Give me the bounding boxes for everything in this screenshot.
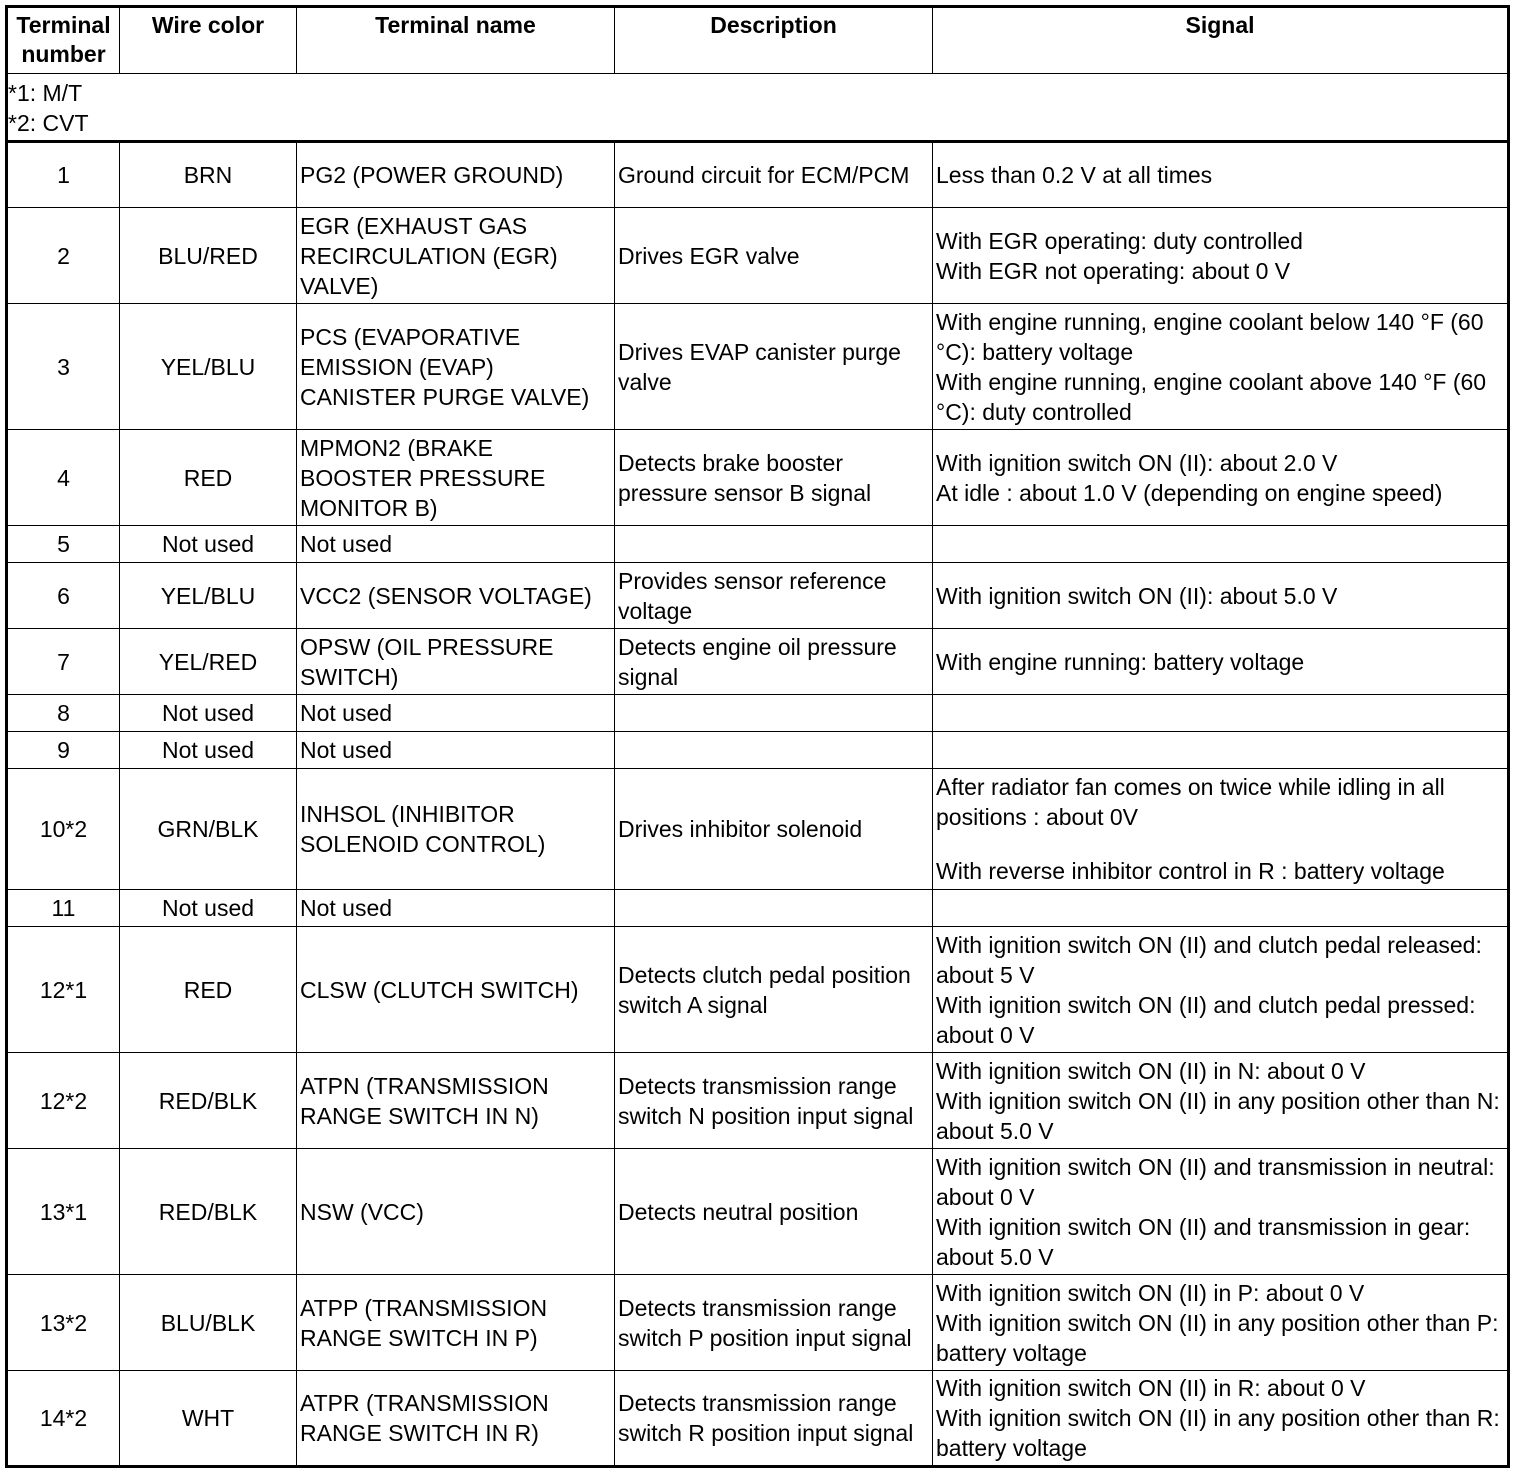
- signal-cell: [933, 142, 1509, 208]
- signal-cell: [933, 304, 1509, 430]
- terminal-name-cell: Not used: [297, 526, 615, 563]
- signal-cell: [933, 1275, 1509, 1371]
- wire-color-cell: YEL/BLU: [120, 563, 297, 629]
- header-terminal-name: Terminal name: [297, 7, 615, 74]
- wire-color-cell: Not used: [120, 732, 297, 769]
- signal-line: With engine running, engine coolant above 140 °F (60 °C): duty controlled: [936, 368, 1487, 425]
- table-row: [7, 927, 1509, 1053]
- terminal-name-cell: ATPR (TRANSMISSION RANGE SWITCH IN R): [297, 1371, 615, 1467]
- description-cell: Drives EGR valve: [615, 208, 933, 304]
- note-cvt: *2: CVT: [8, 110, 89, 136]
- description-cell: [615, 526, 933, 563]
- terminal-number-cell: 13*1: [7, 1149, 120, 1275]
- description-cell: Drives EVAP canister purge valve: [615, 304, 933, 430]
- description-cell: Provides sensor reference voltage: [615, 563, 933, 629]
- signal-cell: [933, 695, 1509, 732]
- table-row: [7, 695, 1509, 732]
- wire-color-cell: GRN/BLK: [120, 769, 297, 890]
- terminal-name-cell: ATPN (TRANSMISSION RANGE SWITCH IN N): [297, 1053, 615, 1149]
- wire-color-cell: RED: [120, 430, 297, 526]
- table-row: [7, 526, 1509, 563]
- terminal-number-cell: 14*2: [7, 1371, 120, 1467]
- table-row: [7, 304, 1509, 430]
- table-row: [7, 732, 1509, 769]
- signal-line: With ignition switch ON (II) in N: about 0 V: [936, 1057, 1366, 1084]
- terminal-name-cell: MPMON2 (BRAKE BOOSTER PRESSURE MONITOR B): [297, 430, 615, 526]
- wire-color-cell: BLU/RED: [120, 208, 297, 304]
- signal-line: With ignition switch ON (II) and transmission in neutral: about 0 V: [936, 1153, 1495, 1210]
- wire-color-cell: BLU/BLK: [120, 1275, 297, 1371]
- signal-line: With reverse inhibitor control in R : battery voltage: [936, 858, 1445, 884]
- terminal-number-cell: 11: [7, 890, 120, 927]
- wire-color-cell: Not used: [120, 695, 297, 732]
- description-cell: Drives inhibitor solenoid: [615, 769, 933, 890]
- signal-line: With ignition switch ON (II) and clutch pedal pressed: about 0 V: [936, 991, 1476, 1048]
- terminal-number-cell: 7: [7, 629, 120, 695]
- table-row: [7, 890, 1509, 927]
- signal-line: Less than 0.2 V at all times: [936, 162, 1213, 188]
- terminal-number-cell: 13*2: [7, 1275, 120, 1371]
- signal-cell: [933, 430, 1509, 526]
- terminal-name-cell: Not used: [297, 695, 615, 732]
- table-row: [7, 629, 1509, 695]
- terminal-name-cell: OPSW (OIL PRESSURE SWITCH): [297, 629, 615, 695]
- terminal-name-cell: PCS (EVAPORATIVE EMISSION (EVAP) CANISTER PURGE VALVE): [297, 304, 615, 430]
- wire-color-cell: YEL/BLU: [120, 304, 297, 430]
- signal-cell: [933, 927, 1509, 1053]
- description-cell: Detects clutch pedal position switch A signal: [615, 927, 933, 1053]
- table-row: [7, 1371, 1509, 1467]
- table-row: [7, 1275, 1509, 1371]
- terminal-number-cell: 8: [7, 695, 120, 732]
- table-row: [7, 1053, 1509, 1149]
- description-cell: Detects brake booster pressure sensor B signal: [615, 430, 933, 526]
- terminal-number-cell: 5: [7, 526, 120, 563]
- table-row: [7, 563, 1509, 629]
- signal-cell: [933, 732, 1509, 769]
- wire-color-cell: RED/BLK: [120, 1149, 297, 1275]
- terminal-number-cell: 12*2: [7, 1053, 120, 1149]
- wire-color-cell: Not used: [120, 890, 297, 927]
- description-cell: Detects transmission range switch N position input signal: [615, 1053, 933, 1149]
- terminal-name-cell: ATPP (TRANSMISSION RANGE SWITCH IN P): [297, 1275, 615, 1371]
- signal-line: With ignition switch ON (II) in R: about 0 V: [936, 1375, 1366, 1401]
- note-mt: *1: M/T: [8, 80, 83, 106]
- header-terminal-number: Terminal number: [7, 7, 120, 74]
- terminal-name-cell: INHSOL (INHIBITOR SOLENOID CONTROL): [297, 769, 615, 890]
- signal-line: With EGR operating: duty controlled: [936, 227, 1303, 254]
- signal-line: At idle : about 1.0 V (depending on engine speed): [936, 479, 1443, 506]
- signal-line: With ignition switch ON (II) in any position other than N: about 5.0 V: [936, 1087, 1500, 1144]
- signal-cell: [933, 563, 1509, 629]
- signal-cell: [933, 1053, 1509, 1149]
- table-row: [7, 1149, 1509, 1275]
- header-signal: Signal: [933, 7, 1509, 74]
- description-cell: Detects engine oil pressure signal: [615, 629, 933, 695]
- description-cell: [615, 695, 933, 732]
- signal-cell: [933, 890, 1509, 927]
- signal-line: With ignition switch ON (II): about 5.0 V: [936, 582, 1338, 609]
- description-cell: Ground circuit for ECM/PCM: [615, 142, 933, 208]
- description-cell: Detects neutral position: [615, 1149, 933, 1275]
- terminal-number-cell: 9: [7, 732, 120, 769]
- notes-cell: [7, 74, 1509, 142]
- signal-cell: [933, 1149, 1509, 1275]
- wire-color-cell: BRN: [120, 142, 297, 208]
- description-cell: Detects transmission range switch P position input signal: [615, 1275, 933, 1371]
- signal-line: With engine running, engine coolant below 140 °F (60 °C): battery voltage: [936, 308, 1484, 365]
- signal-line: After radiator fan comes on twice while idling in all positions : about 0V: [936, 774, 1445, 830]
- header-wire-color: Wire color: [120, 7, 297, 74]
- table-body: [7, 74, 1509, 1467]
- signal-cell: [933, 1371, 1509, 1467]
- wire-color-cell: Not used: [120, 526, 297, 563]
- terminal-number-cell: 6: [7, 563, 120, 629]
- terminal-name-cell: NSW (VCC): [297, 1149, 615, 1275]
- signal-line: With EGR not operating: about 0 V: [936, 257, 1291, 284]
- terminal-number-cell: 2: [7, 208, 120, 304]
- signal-line: With ignition switch ON (II) and clutch pedal released: about 5 V: [936, 931, 1482, 988]
- terminal-number-cell: 12*1: [7, 927, 120, 1053]
- terminal-number-cell: 4: [7, 430, 120, 526]
- notes-row: [7, 74, 1509, 142]
- signal-spacer: [936, 832, 1504, 856]
- terminal-name-cell: Not used: [297, 732, 615, 769]
- table-row: [7, 208, 1509, 304]
- terminal-number-cell: 1: [7, 142, 120, 208]
- signal-cell: [933, 769, 1509, 890]
- signal-line: With ignition switch ON (II) in any position other than R: battery voltage: [936, 1405, 1500, 1461]
- signal-line: With ignition switch ON (II): about 2.0 V: [936, 449, 1338, 476]
- signal-line: With ignition switch ON (II) in any position other than P: battery voltage: [936, 1309, 1499, 1366]
- terminal-number-cell: 10*2: [7, 769, 120, 890]
- terminal-number-cell: 3: [7, 304, 120, 430]
- description-cell: [615, 890, 933, 927]
- wire-color-cell: RED/BLK: [120, 1053, 297, 1149]
- signal-cell: [933, 526, 1509, 563]
- signal-line: With ignition switch ON (II) in P: about 0 V: [936, 1279, 1365, 1306]
- terminal-table: [5, 5, 1510, 1468]
- header-description: Description: [615, 7, 933, 74]
- terminal-name-cell: VCC2 (SENSOR VOLTAGE): [297, 563, 615, 629]
- table-row: [7, 142, 1509, 208]
- terminal-name-cell: Not used: [297, 890, 615, 927]
- terminal-name-cell: EGR (EXHAUST GAS RECIRCULATION (EGR) VALVE): [297, 208, 615, 304]
- signal-cell: [933, 629, 1509, 695]
- wire-color-cell: RED: [120, 927, 297, 1053]
- terminal-name-cell: CLSW (CLUTCH SWITCH): [297, 927, 615, 1053]
- signal-cell: [933, 208, 1509, 304]
- description-cell: Detects transmission range switch R position input signal: [615, 1371, 933, 1467]
- terminal-name-cell: PG2 (POWER GROUND): [297, 142, 615, 208]
- signal-line: With ignition switch ON (II) and transmission in gear: about 5.0 V: [936, 1213, 1471, 1270]
- wire-color-cell: WHT: [120, 1371, 297, 1467]
- wire-color-cell: YEL/RED: [120, 629, 297, 695]
- table-row: [7, 430, 1509, 526]
- table-row: [7, 769, 1509, 890]
- signal-line: With engine running: battery voltage: [936, 648, 1305, 675]
- header-row: [7, 7, 1509, 74]
- description-cell: [615, 732, 933, 769]
